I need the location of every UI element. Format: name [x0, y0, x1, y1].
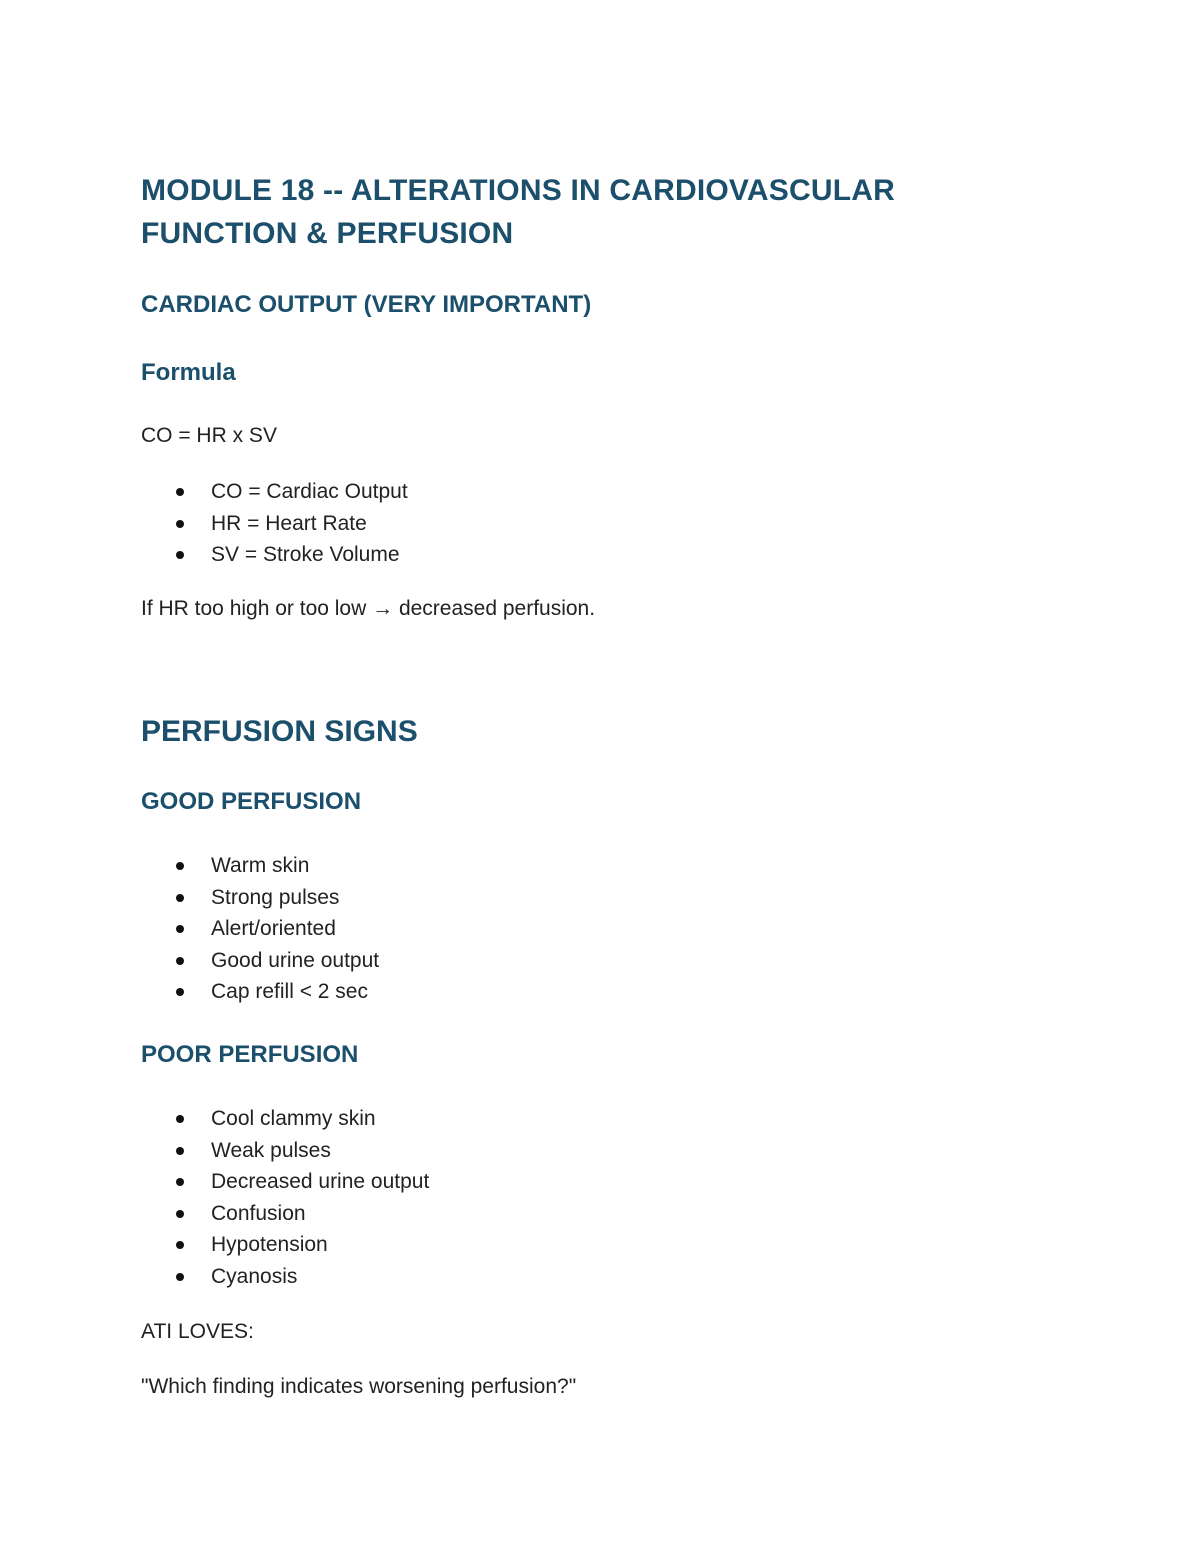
- document-title-line-2: FUNCTION & PERFUSION: [141, 217, 514, 250]
- formula-definitions-list: [141, 476, 408, 571]
- formula-text: CO = HR x SV: [141, 424, 277, 447]
- list-item: Cyanosis: [141, 1261, 429, 1293]
- list-item: HR = Heart Rate: [141, 508, 408, 540]
- good-perfusion-list: [141, 850, 379, 1008]
- ati-loves-label: ATI LOVES:: [141, 1320, 254, 1343]
- perfusion-signs-heading: PERFUSION SIGNS: [141, 715, 418, 748]
- bullet-icon: [176, 862, 184, 870]
- bullet-icon: [176, 551, 184, 559]
- bullet-icon: [176, 925, 184, 933]
- list-item: Weak pulses: [141, 1135, 429, 1167]
- list-item: CO = Cardiac Output: [141, 476, 408, 508]
- bullet-icon: [176, 1147, 184, 1155]
- good-perfusion-heading: GOOD PERFUSION: [141, 788, 362, 815]
- list-item: Strong pulses: [141, 882, 379, 914]
- list-item: Confusion: [141, 1198, 429, 1230]
- list-item: Alert/oriented: [141, 913, 379, 945]
- list-item: Hypotension: [141, 1229, 429, 1261]
- bullet-icon: [176, 520, 184, 528]
- document-title-line-1: MODULE 18 -- ALTERATIONS IN CARDIOVASCULAR: [141, 174, 895, 207]
- bullet-icon: [176, 1273, 184, 1281]
- list-item: Good urine output: [141, 945, 379, 977]
- formula-subheading: Formula: [141, 359, 236, 386]
- bullet-icon: [176, 957, 184, 965]
- list-item: Cap refill < 2 sec: [141, 976, 379, 1008]
- poor-perfusion-heading: POOR PERFUSION: [141, 1041, 359, 1068]
- bullet-icon: [176, 988, 184, 996]
- list-item: SV = Stroke Volume: [141, 539, 408, 571]
- list-item: Warm skin: [141, 850, 379, 882]
- bullet-icon: [176, 1241, 184, 1249]
- hr-perfusion-note: If HR too high or too low → decreased perfusion.: [141, 597, 596, 620]
- cardiac-output-heading: CARDIAC OUTPUT (VERY IMPORTANT): [141, 291, 592, 318]
- ati-question: "Which finding indicates worsening perfusion?": [141, 1375, 577, 1398]
- list-item: Decreased urine output: [141, 1166, 429, 1198]
- bullet-icon: [176, 1210, 184, 1218]
- poor-perfusion-list: [141, 1103, 429, 1292]
- bullet-icon: [176, 488, 184, 496]
- bullet-icon: [176, 1178, 184, 1186]
- bullet-icon: [176, 894, 184, 902]
- list-item: Cool clammy skin: [141, 1103, 429, 1135]
- bullet-icon: [176, 1115, 184, 1123]
